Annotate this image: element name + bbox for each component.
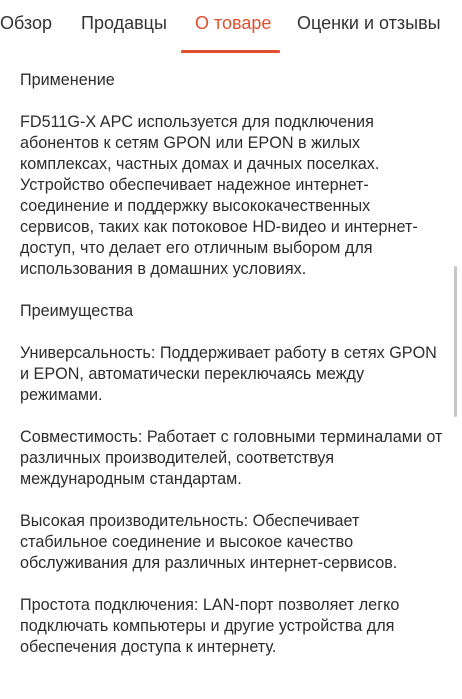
section-title-application: Применение (20, 71, 115, 89)
active-tab-indicator (181, 50, 280, 53)
tab-reviews[interactable]: Оценки и отзывы (297, 13, 441, 33)
section-title-advantages: Преимущества (20, 302, 134, 320)
scrollbar[interactable] (454, 266, 457, 417)
product-description (20, 70, 448, 679)
advantage-item-compatibility: Совместимость: Работает с головными терминалами от различных производителей, соответствуя международным стандартам. (20, 428, 443, 488)
advantage-item-connectivity: Простота подключения: LAN-порт позволяет легко подключать компьютеры и другие устройства для обеспечения доступа к интернету. (20, 596, 400, 656)
advantage-item-performance: Высокая производительность: Обеспечивает стабильное соединение и высокое качество обслуживания для различных интернет-сервисов. (20, 512, 398, 572)
tab-bar (0, 0, 462, 54)
advantage-item-versatility: Универсальность: Поддерживает работу в сетях GPON и EPON, автоматически переключаясь между режимами. (20, 344, 437, 404)
application-paragraph: FD511G-X APC используется для подключения абонентов к сетям GPON или EPON в жилых комплексах, частных домах и дачных поселках. Устройство обеспечивает надежное интернет-соединение и поддержку высококачественных сервисов, таких как потоковое HD-видео и интернет-доступ, что делает его отличным выбором для использования в домашних условиях. (20, 113, 418, 278)
tab-about-product[interactable]: О товаре (195, 13, 272, 33)
tab-sellers[interactable]: Продавцы (81, 13, 167, 33)
tab-overview[interactable]: Обзор (0, 13, 52, 33)
